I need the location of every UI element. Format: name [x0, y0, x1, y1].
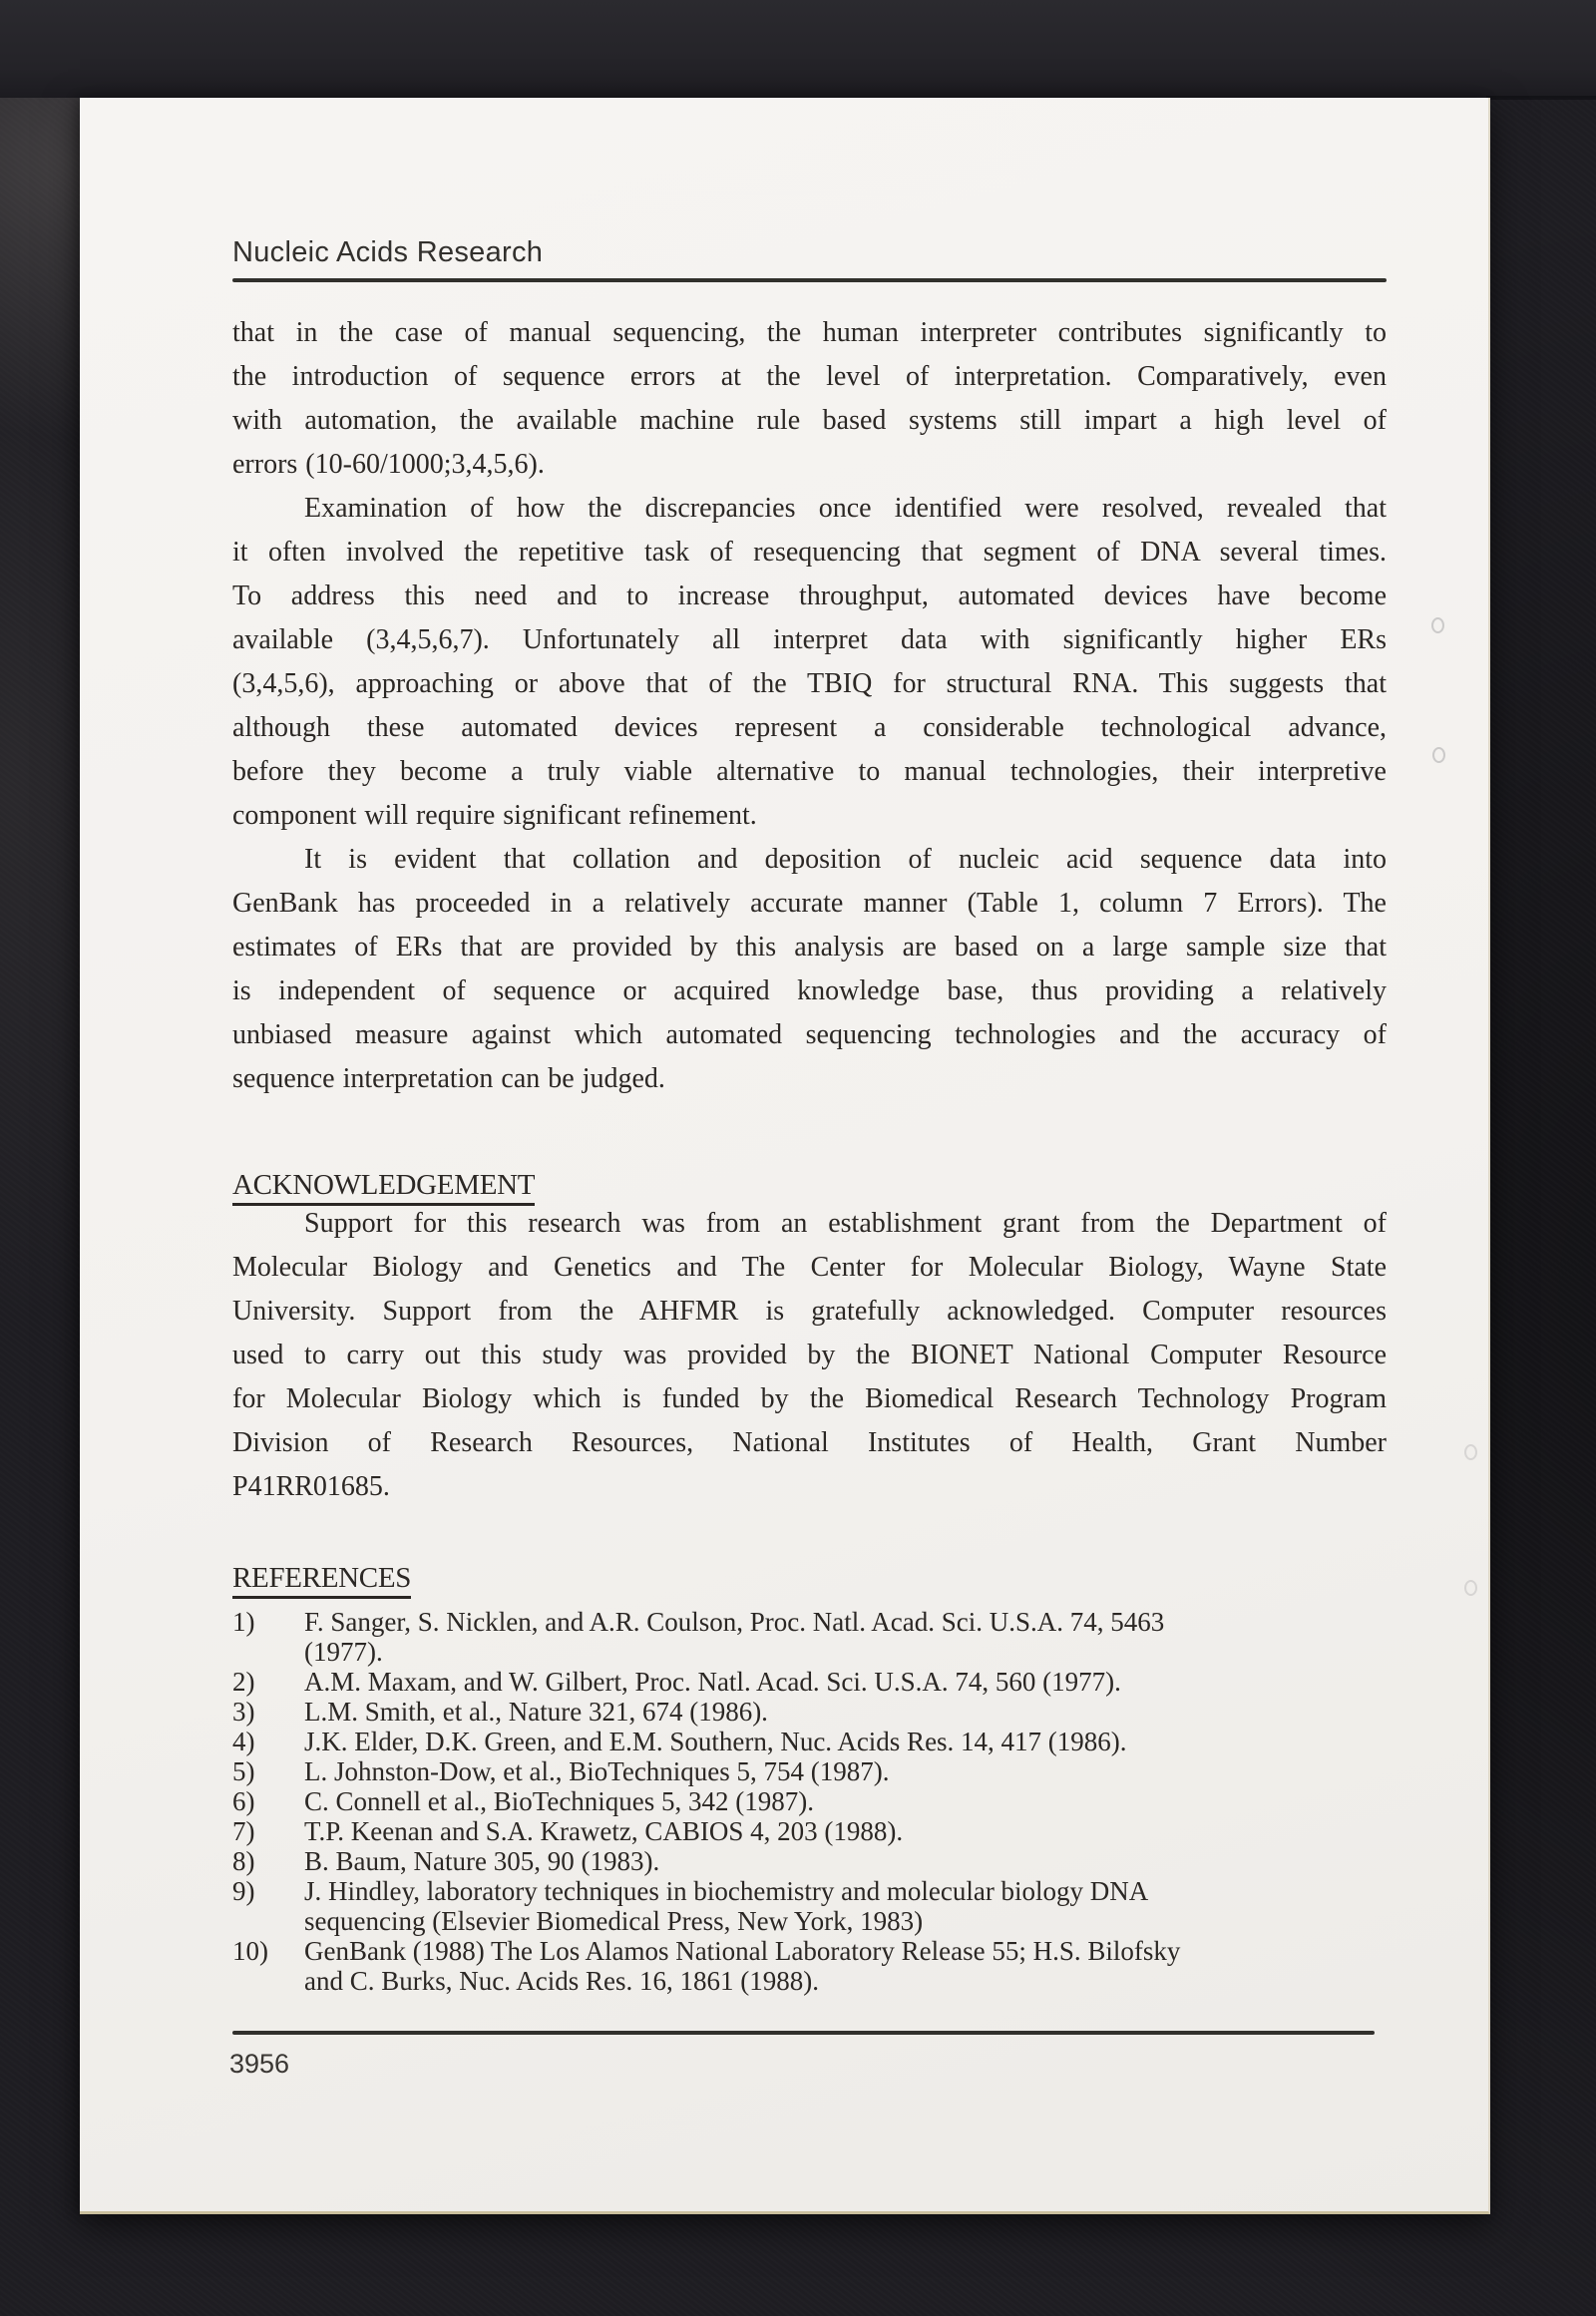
reference-text: A.M. Maxam, and W. Gilbert, Proc. Natl. Acad. Sci. U.S.A. 74, 560 (1977).	[304, 1667, 1121, 1697]
scan-top-band	[0, 0, 1596, 98]
journal-page	[80, 98, 1490, 2214]
reference-number: 9)	[232, 1876, 255, 1906]
reference-number: 4)	[232, 1727, 255, 1756]
acknowledgement-line: University. Support from the AHFMR is gratefully acknowledged. Computer resources	[232, 1296, 1387, 1327]
reference-item	[232, 1786, 1387, 1816]
reference-item	[232, 1607, 1387, 1667]
journal-title: Nucleic Acids Research	[232, 236, 544, 268]
reference-number: 1)	[232, 1607, 255, 1637]
acknowledgement-line: Division of Research Resources, National Institutes of Health, Grant Number	[232, 1427, 1387, 1458]
reference-number: 5)	[232, 1756, 255, 1786]
reference-item	[232, 1756, 1387, 1786]
body-line: before they become a truly viable alternative to manual technologies, their interpretive	[232, 756, 1387, 787]
reference-number: 3)	[232, 1697, 255, 1727]
reference-text: (1977).	[304, 1637, 383, 1667]
reference-item	[232, 1697, 1387, 1727]
acknowledgement-text	[232, 1202, 1387, 1509]
body-line: (3,4,5,6), approaching or above that of the TBIQ for structural RNA. This suggests that	[232, 668, 1387, 699]
reference-number: 7)	[232, 1816, 255, 1846]
reference-text: F. Sanger, S. Nicklen, and A.R. Coulson, Proc. Natl. Acad. Sci. U.S.A. 74, 5463	[304, 1607, 1165, 1637]
body-line: the introduction of sequence errors at the level of interpretation. Comparatively, even	[232, 361, 1387, 392]
acknowledgement-line: for Molecular Biology which is funded by the Biomedical Research Technology Program	[232, 1383, 1387, 1414]
reference-item	[232, 1727, 1387, 1756]
reference-number: 6)	[232, 1786, 255, 1816]
reference-text: J.K. Elder, D.K. Green, and E.M. Southern, Nuc. Acids Res. 14, 417 (1986).	[304, 1727, 1127, 1756]
acknowledgement-line: Support for this research was from an establishment grant from the Department of	[304, 1208, 1387, 1239]
acknowledgement-line: P41RR01685.	[232, 1471, 390, 1502]
body-line: it often involved the repetitive task of resequencing that segment of DNA several times.	[232, 537, 1387, 568]
reference-text: T.P. Keenan and S.A. Krawetz, CABIOS 4, 203 (1988).	[304, 1816, 904, 1846]
reference-item	[232, 1846, 1387, 1876]
acknowledgement-section	[232, 1167, 1387, 1509]
reference-text: L.M. Smith, et al., Nature 321, 674 (1986).	[304, 1697, 768, 1727]
body-line: It is evident that collation and deposition of nucleic acid sequence data into	[304, 844, 1387, 875]
reference-list	[232, 1607, 1387, 1996]
reference-item	[232, 1936, 1387, 1996]
body-line: errors (10-60/1000;3,4,5,6).	[232, 449, 545, 480]
scan-artifact	[1432, 747, 1445, 763]
body-line: is independent of sequence or acquired knowledge base, thus providing a relatively	[232, 975, 1387, 1006]
body-line: sequence interpretation can be judged.	[232, 1063, 665, 1094]
footer-rule	[232, 2031, 1375, 2035]
reference-text: sequencing (Elsevier Biomedical Press, New York, 1983)	[304, 1906, 924, 1936]
page-number: 3956	[229, 2049, 290, 2079]
body-line: available (3,4,5,6,7). Unfortunately all interpret data with significantly higher ERs	[232, 624, 1387, 655]
reference-number: 8)	[232, 1846, 255, 1876]
body-line: Examination of how the discrepancies once identified were resolved, revealed that	[304, 493, 1387, 524]
reference-number: 10)	[232, 1936, 268, 1966]
body-line: unbiased measure against which automated sequencing technologies and the accuracy of	[232, 1019, 1387, 1050]
body-line: component will require significant refinement.	[232, 800, 757, 831]
reference-text: B. Baum, Nature 305, 90 (1983).	[304, 1846, 660, 1876]
scan-artifact	[1464, 1580, 1477, 1596]
reference-number: 2)	[232, 1667, 255, 1697]
body-text	[232, 311, 1387, 1101]
body-line: that in the case of manual sequencing, the human interpreter contributes significantly to	[232, 317, 1387, 348]
scan-artifact	[1431, 617, 1444, 633]
body-line: with automation, the available machine rule based systems still impart a high level of	[232, 405, 1387, 436]
acknowledgement-line: Molecular Biology and Genetics and The Center for Molecular Biology, Wayne State	[232, 1252, 1387, 1283]
reference-item	[232, 1667, 1387, 1697]
acknowledgement-heading: ACKNOWLEDGEMENT	[232, 1167, 535, 1206]
reference-item	[232, 1816, 1387, 1846]
body-line: although these automated devices represent a considerable technological advance,	[232, 712, 1387, 743]
references-section	[232, 1560, 1387, 1996]
scan-seam	[1486, 96, 1596, 100]
reference-item	[232, 1876, 1387, 1936]
body-line: To address this need and to increase throughput, automated devices have become	[232, 580, 1387, 611]
body-line: GenBank has proceeded in a relatively accurate manner (Table 1, column 7 Errors). The	[232, 888, 1387, 919]
reference-text: GenBank (1988) The Los Alamos National Laboratory Release 55; H.S. Bilofsky	[304, 1936, 1181, 1966]
header-rule	[232, 278, 1387, 282]
acknowledgement-line: used to carry out this study was provided by the BIONET National Computer Resource	[232, 1340, 1387, 1370]
references-heading: REFERENCES	[232, 1560, 411, 1599]
reference-text: L. Johnston-Dow, et al., BioTechniques 5, 754 (1987).	[304, 1756, 890, 1786]
reference-text: J. Hindley, laboratory techniques in biochemistry and molecular biology DNA	[304, 1876, 1149, 1906]
scan-artifact	[1464, 1444, 1477, 1460]
body-line: estimates of ERs that are provided by this analysis are based on a large sample size that	[232, 932, 1387, 963]
reference-text: C. Connell et al., BioTechniques 5, 342 (1987).	[304, 1786, 815, 1816]
reference-text: and C. Burks, Nuc. Acids Res. 16, 1861 (1988).	[304, 1966, 819, 1996]
